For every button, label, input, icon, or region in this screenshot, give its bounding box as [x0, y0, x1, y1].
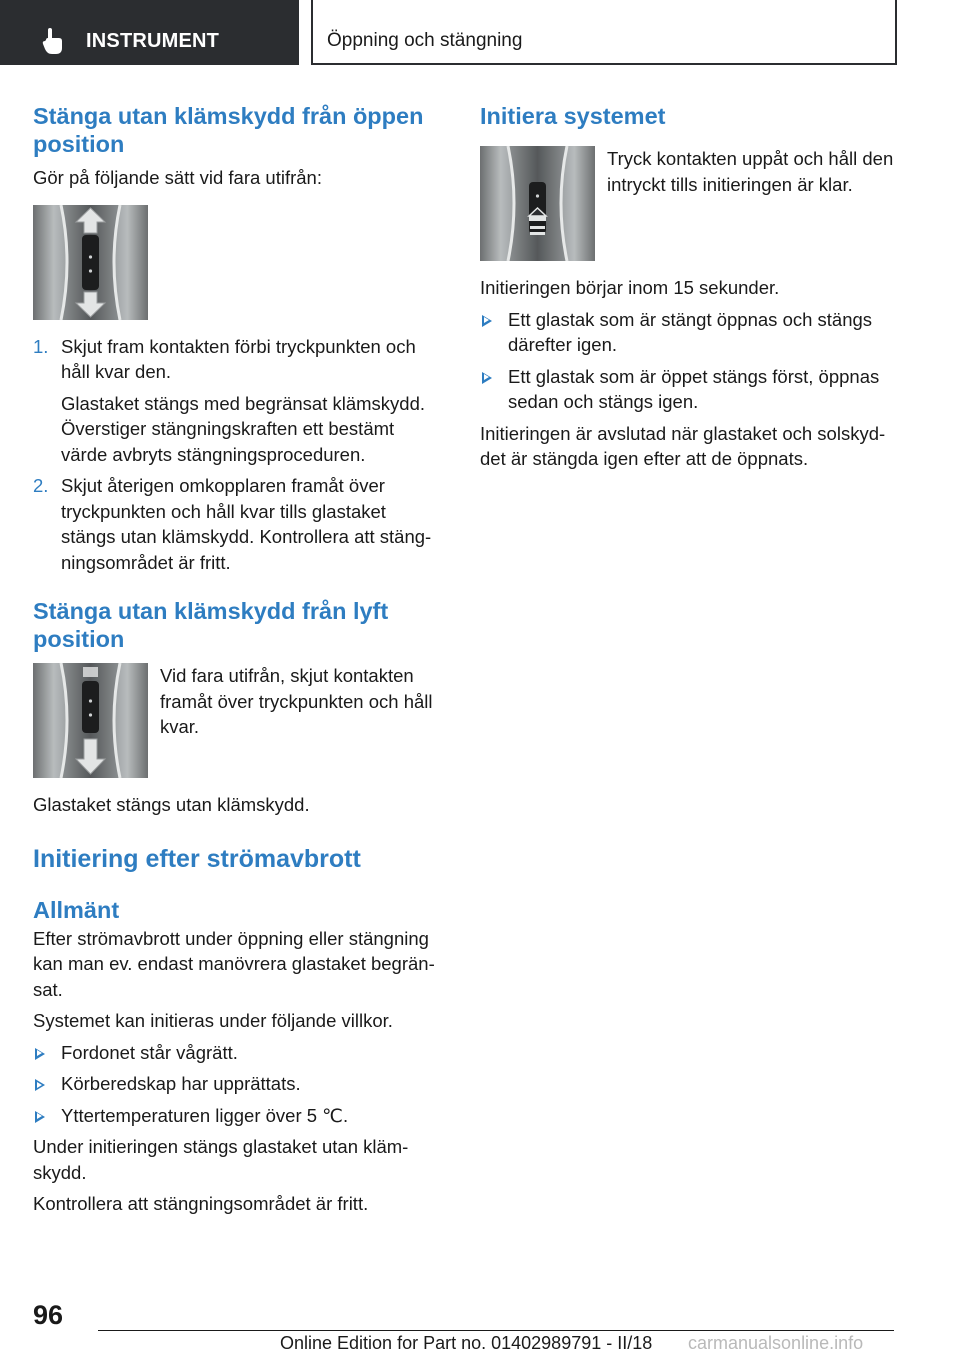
bullet-triangle-icon	[35, 1048, 45, 1060]
step-note: Glastaket stängs med begränsat klämskydd. Överstiger stängningskraften ett bestämt värde avbryts stängningsproceduren.	[61, 392, 426, 465]
list-item	[33, 334, 445, 468]
list-item	[33, 1040, 445, 1066]
init-start-text: Initieringen börjar inom 15 sekunder.	[480, 277, 780, 298]
lift-after-text: Glastaket stängs utan klämskydd.	[33, 794, 310, 815]
general-paragraph-3: Under initieringen stängs glastaket utan kläm‐skydd.	[33, 1136, 409, 1183]
footer-divider	[98, 1330, 894, 1331]
condition-text: Fordonet står vågrätt.	[61, 1041, 238, 1063]
general-paragraph-1: Efter strömavbrott under öppning eller stängning kan man ev. endast manövrera glastaket begrän‐sat.	[33, 927, 435, 1000]
footer-edition: Online Edition for Part no. 01402989791 - II/18	[280, 1333, 653, 1353]
condition-text: Yttertemperaturen ligger över 5 ℃.	[61, 1104, 349, 1126]
step-text: Skjut återigen omkopplaren framåt över tryckpunkten och håll kvar tills glastaket stängs utan klämskydd. Kontrollera att stäng‐ningsområdet är fritt.	[61, 475, 432, 573]
list-item	[480, 307, 898, 358]
heading-power-failure: Initiering efter strömavbrott	[33, 844, 361, 873]
list-item	[33, 1103, 445, 1129]
heading-close-from-open: Stänga utan klämskydd från öppen position	[33, 103, 424, 157]
bullet-triangle-icon	[482, 315, 492, 327]
steps-list	[33, 334, 445, 576]
step-number: 2.	[33, 475, 49, 496]
lift-block	[33, 663, 445, 778]
header-breadcrumb-box	[311, 0, 897, 65]
page-number: 96	[33, 1300, 64, 1330]
general-paragraph-4: Kontrollera att stängningsområdet är fritt.	[33, 1193, 369, 1214]
init-done-text: Initieringen är avslutad när glastaket och solskyd‐det är stängda igen efter att de öppnats.	[480, 422, 886, 469]
header-section-tab	[0, 0, 299, 65]
bullet-triangle-icon	[35, 1111, 45, 1123]
general-paragraph-2: Systemet kan initieras under följande villkor.	[33, 1010, 393, 1031]
switch-open-close-illustration	[33, 205, 148, 320]
step-number: 1.	[33, 335, 49, 357]
list-item	[33, 473, 445, 575]
switch-forward-illustration	[33, 663, 148, 778]
condition-text: Körberedskap har upprättats.	[61, 1073, 301, 1094]
init-text: Tryck kontakten uppåt och håll den intryckt tills initieringen är klar.	[607, 148, 894, 195]
hand-pointer-icon	[42, 28, 64, 54]
behavior-text: Ett glastak som är stängt öppnas och stängs därefter igen.	[508, 308, 873, 355]
init-behavior-list	[480, 307, 898, 415]
step-text: Skjut fram kontakten förbi tryckpunkten och håll kvar den.	[61, 335, 416, 382]
switch-up-illustration	[480, 146, 595, 261]
right-column	[480, 102, 898, 472]
bullet-triangle-icon	[482, 372, 492, 384]
heading-init-system: Initiera systemet	[480, 103, 666, 129]
left-column	[33, 102, 445, 1217]
list-item	[480, 364, 898, 415]
watermark: carmanualsonline.info	[688, 1333, 864, 1353]
bullet-triangle-icon	[35, 1079, 45, 1091]
behavior-text: Ett glastak som är öppet stängs först, öppnas sedan och stängs igen.	[508, 365, 880, 412]
intro-text: Gör på följande sätt vid fara utifrån:	[33, 167, 322, 188]
conditions-list	[33, 1040, 445, 1129]
section-title: INSTRUMENT	[86, 30, 220, 52]
heading-close-from-lift: Stänga utan klämskydd från lyft position	[33, 598, 389, 652]
lift-text: Vid fara utifrån, skjut kontakten framåt över tryckpunkten och håll kvar.	[160, 665, 433, 737]
heading-general: Allmänt	[33, 896, 120, 923]
list-item	[33, 1071, 445, 1097]
breadcrumb: Öppning och stängning	[327, 30, 523, 51]
init-block	[480, 146, 898, 261]
